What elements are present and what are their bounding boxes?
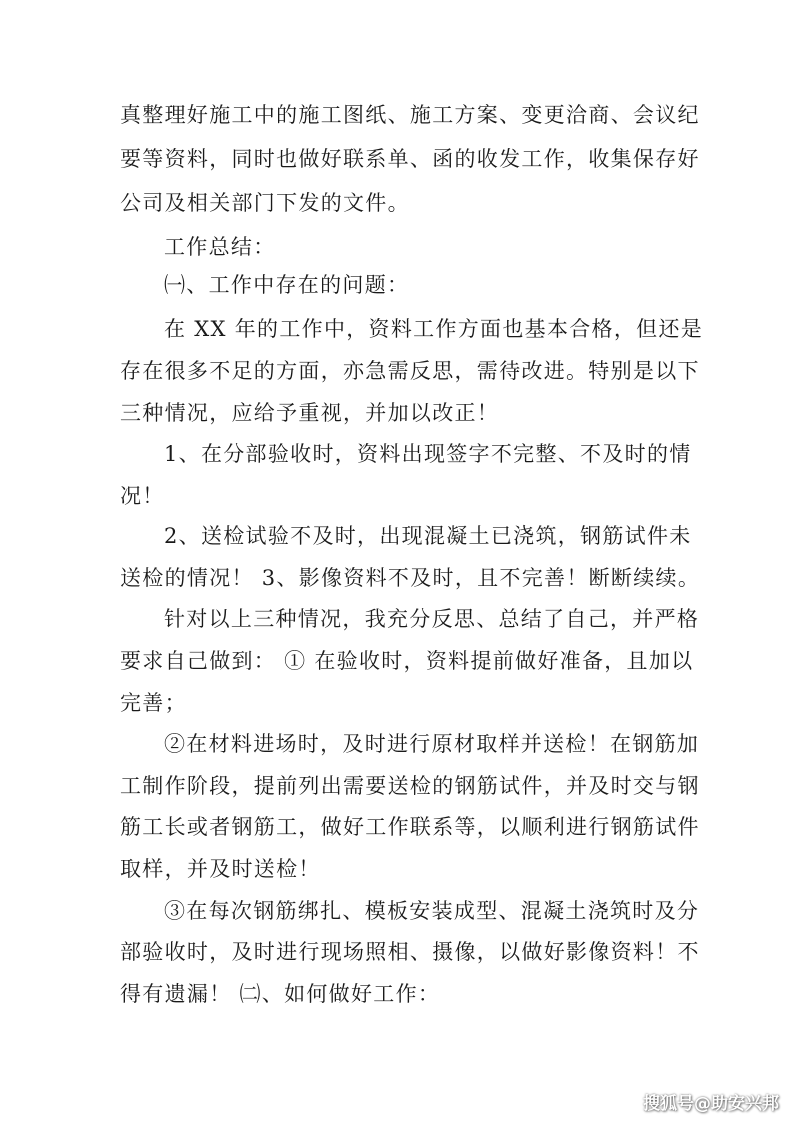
text-line: 在 XX 年的工作中，资料工作方面也基本合格，但还是 — [164, 317, 704, 341]
text-line: 部验收时，及时进行现场照相、摄像，以做好影像资料！不 — [120, 940, 700, 964]
list-item: ③在每次钢筋绑扎、模板安装成型、混凝土浇筑时及分 — [164, 899, 700, 923]
text-line: 公司及相关部门下发的文件。 — [120, 191, 410, 215]
text-line: 得有遗漏！ ㈡、如何做好工作： — [120, 982, 441, 1006]
text-line: 筋工长或者钢筋工，做好工作联系等，以顺利进行钢筋试件 — [120, 815, 700, 839]
text-line: 真整理好施工中的施工图纸、施工方案、变更洽商、会议纪 — [120, 103, 700, 127]
list-item: ②在材料进场时，及时进行原材取样并送检！在钢筋加 — [164, 732, 700, 756]
text-line: 存在很多不足的方面，亦急需反思，需待改进。特别是以下 — [120, 359, 700, 383]
text-line: 工制作阶段，提前列出需要送检的钢筋试件，并及时交与钢 — [120, 774, 700, 798]
section-heading: 工作总结： — [164, 235, 276, 259]
text-line: 要等资料，同时也做好联系单、函的收发工作，收集保存好 — [120, 147, 700, 171]
text-line: 要求自己做到： ① 在验收时，资料提前做好准备，且加以 — [120, 649, 694, 673]
text-line: 完善； — [120, 691, 187, 715]
text-line: 三种情况，应给予重视，并加以改正！ — [120, 401, 500, 425]
text-line: 送检的情况！ 3、影像资料不及时，且不完善！断断续续。 — [120, 566, 701, 590]
list-item: 2、送检试验不及时，出现混凝土已浇筑，钢筋试件未 — [164, 524, 692, 548]
subsection-heading: ㈠、工作中存在的问题： — [164, 273, 410, 297]
watermark-label: 搜狐号@助安兴邦 — [643, 1094, 779, 1114]
text-line: 况！ — [120, 484, 165, 508]
text-line: 针对以上三种情况，我充分反思、总结了自己，并严格 — [164, 607, 700, 631]
text-line: 取样，并及时送检！ — [120, 857, 321, 881]
list-item: 1、在分部验收时，资料出现签字不完整、不及时的情 — [164, 442, 692, 466]
